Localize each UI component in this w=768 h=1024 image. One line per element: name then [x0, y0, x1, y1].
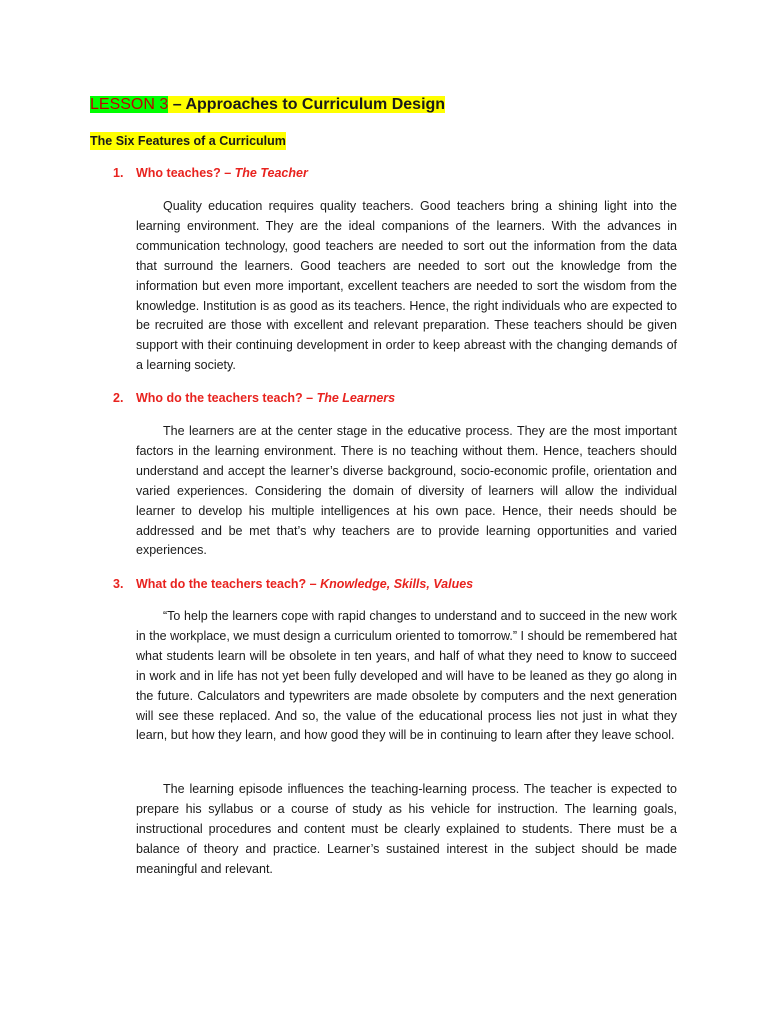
- section-question: Who do the teachers teach? –: [136, 391, 317, 405]
- paragraph: The learners are at the center stage in the educative process. They are the most important factors in the learning environment. There is no teaching without them. Hence, teachers should understand and accept the learner’s diverse background, socio-economic profile, orientation and varied experiences. Considering the domain of diversity of learners will allow the individual learner to develop his multiple intelligences at his own pace. Hence, their needs should be addressed and be met that’s why teachers are to provide learning opportunities and varied experiences.: [136, 424, 677, 558]
- paragraph: The learning episode influences the teaching-learning process. The teacher is expected to prepare his syllabus or a course of study as his vehicle for instruction. The learning goals, instructional procedures and content must be clearly explained to students. There must be a balance of theory and practice. Learner’s sustained interest in the subject should be made meaningful and relevant.: [136, 782, 677, 876]
- section-number: 2.: [113, 391, 124, 405]
- lesson-title-text: – Approaches to Curriculum Design: [168, 96, 446, 113]
- lesson-title: [90, 94, 445, 116]
- section-subtitle: The Six Features of a Curriculum: [90, 134, 286, 148]
- section-answer: The Teacher: [234, 166, 308, 180]
- lesson-label: LESSON 3: [90, 96, 169, 113]
- section-number: 3.: [113, 577, 124, 591]
- paragraph: Quality education requires quality teachers. Good teachers bring a shining light into the learning environment. They are the ideal companions of the learners. With the advances in communication technology, good teachers are needed to sort out the information from the data that surround the learners. Good teachers are needed to sort out the knowledge from the information but even more important, excellent teachers are needed to sort the wisdom from the knowledge. Institution is as good as its teachers. Hence, the right individuals who are expected to be recruited are those with excellent and relevant preparation. These teachers should be given support with their continuing development in order to keep abreast with the changing demands of a learning society.: [136, 199, 677, 373]
- paragraph: “To help the learners cope with rapid changes to understand and to succeed in the new work in the workplace, we must design a curriculum oriented to tomorrow.” I should be remembered hat what students learn will be obsolete in ten years, and half of what they need to know to succeed in work and in life has not yet been fully developed and will have to be leaned as they go along in the future. Calculators and typewriters are made obsolete by computers and the next generation will see these replaced. And so, the value of the educational process lies not just in what they learn, but how they learn, and how good they will be in continuing to learn after they leave school.: [136, 609, 677, 743]
- section-answer: Knowledge, Skills, Values: [320, 577, 474, 591]
- section-number: 1.: [113, 166, 124, 180]
- section-answer: The Learners: [316, 391, 396, 405]
- section-heading-2: [113, 389, 395, 407]
- section-heading-3: [113, 575, 473, 593]
- section-question: What do the teachers teach? –: [136, 577, 321, 591]
- section-question: Who teaches? –: [136, 166, 235, 180]
- section-heading-1: [113, 164, 308, 182]
